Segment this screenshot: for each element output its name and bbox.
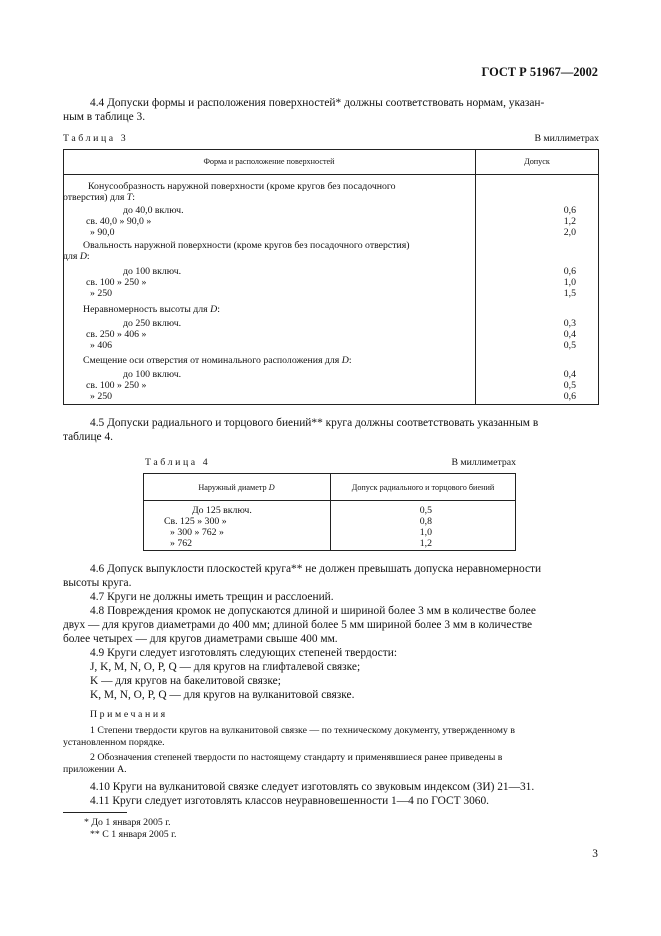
table-row-label: св. 100 » 250 » bbox=[86, 380, 147, 391]
section-4-4-line2: ным в таблице 3. bbox=[63, 111, 146, 123]
section-4-8-line2: двух — для кругов диаметрами до 400 мм; длиной более 5 мм шириной более 3 мм в количестве bbox=[63, 619, 533, 631]
table3-group2-title-cont: для D: bbox=[63, 251, 90, 262]
table4-col-tolerance: Допуск радиального и торцового биений bbox=[351, 483, 495, 492]
section-4-5-line2: таблице 4. bbox=[63, 431, 114, 443]
table-row-value: 1,0 bbox=[563, 277, 576, 288]
table-row-label: » 300 » 762 » bbox=[170, 527, 224, 538]
table-row-value: 0,4 bbox=[563, 329, 576, 340]
table-row-label: » 250 bbox=[90, 288, 113, 299]
footnote-separator bbox=[63, 812, 127, 813]
footnote: * До 1 января 2005 г. bbox=[84, 817, 171, 828]
table-row-value: 0,4 bbox=[563, 369, 576, 380]
section-4-8-line3: более четырех — для кругов диаметрами свыше 400 мм. bbox=[63, 633, 338, 645]
table-row-value: 0,8 bbox=[419, 516, 432, 527]
section-4-11: 4.11 Круги следует изготовлять классов неуравновешенности 1—4 по ГОСТ 3060. bbox=[90, 795, 489, 807]
table-row-label: св. 100 » 250 » bbox=[86, 277, 147, 288]
table3-caption: Таблица 3 bbox=[63, 133, 129, 144]
list-item: K, M, N, O, P, Q — для кругов на вулканитовой связке. bbox=[90, 689, 355, 701]
table-row-value: 0,5 bbox=[563, 340, 576, 351]
table-row-label: Св. 125 » 300 » bbox=[164, 516, 227, 527]
table-row-value: 0,6 bbox=[563, 266, 576, 277]
section-4-7: 4.7 Круги не должны иметь трещин и расслоений. bbox=[90, 591, 334, 603]
table-row-value: 0,6 bbox=[563, 205, 576, 216]
table4-caption: Таблица 4 bbox=[145, 457, 211, 468]
table-row-label: св. 250 » 406 » bbox=[86, 329, 147, 340]
page-number: 3 bbox=[592, 848, 598, 860]
table-row-label: до 40,0 включ. bbox=[123, 205, 184, 216]
table-row-value: 0,6 bbox=[563, 391, 576, 402]
table3-col-shape: Форма и расположение поверхностей bbox=[203, 157, 335, 166]
table3-group4-title: Смещение оси отверстия от номинального расположения для D: bbox=[83, 355, 352, 366]
section-4-9-intro: 4.9 Круги следует изготовлять следующих степеней твердости: bbox=[90, 647, 397, 659]
table-row-value: 0,5 bbox=[563, 380, 576, 391]
table3-units: В миллиметрах bbox=[534, 133, 599, 144]
table-row-label: до 100 включ. bbox=[123, 266, 182, 277]
list-item: K — для кругов на бакелитовой связке; bbox=[90, 675, 281, 687]
table-row-label: » 762 bbox=[170, 538, 193, 549]
table-row-value: 2,0 bbox=[563, 227, 576, 238]
table3-group3-title: Неравномерность высоты для D: bbox=[83, 304, 220, 315]
section-4-6-line1: 4.6 Допуск выпуклости плоскостей круга** не должен превышать допуска неравномерности bbox=[90, 563, 542, 575]
notes-title: Примечания bbox=[90, 709, 168, 720]
table3-group2-title: Овальность наружной поверхности (кроме кругов без посадочного отверстия) bbox=[83, 240, 410, 251]
table-row-label: до 100 включ. bbox=[123, 369, 182, 380]
table-row-value: 1,2 bbox=[419, 538, 432, 549]
footnote: ** С 1 января 2005 г. bbox=[90, 829, 177, 840]
table-row-label: » 250 bbox=[90, 391, 113, 402]
section-4-5-line1: 4.5 Допуски радиального и торцового биений** круга должны соответствовать указанным в bbox=[90, 417, 539, 429]
note-1-line2: установленном порядке. bbox=[63, 737, 165, 748]
list-item: J, K, M, N, O, P, Q — для кругов на глифталевой связке; bbox=[90, 661, 361, 673]
section-4-4-line1: 4.4 Допуски формы и расположения поверхностей* должны соответствовать нормам, указан- bbox=[90, 97, 545, 109]
note-1-line1: 1 Степени твердости кругов на вулканитовой связке — по техническому документу, утвержденному в bbox=[90, 725, 515, 736]
table-row-value: 0,5 bbox=[419, 505, 432, 516]
table-row-value: 1,5 bbox=[563, 288, 576, 299]
note-2-line2: приложении А. bbox=[63, 764, 127, 775]
standard-code: ГОСТ Р 51967—2002 bbox=[481, 65, 598, 79]
section-4-10: 4.10 Круги на вулканитовой связке следует изготовлять со звуковым индексом (ЗИ) 21—31. bbox=[90, 781, 535, 793]
table-row-value: 0,3 bbox=[563, 318, 576, 329]
table-row-label: » 90,0 bbox=[90, 227, 115, 238]
table3-group1-title-cont: отверстия) для Т: bbox=[63, 192, 135, 203]
table-row-label: до 250 включ. bbox=[123, 318, 182, 329]
note-2-line1: 2 Обозначения степеней твердости по настоящему стандарту и применявшиеся ранее приведены в bbox=[90, 752, 503, 763]
table-row-label: До 125 включ. bbox=[192, 505, 252, 516]
table-row-label: » 406 bbox=[90, 340, 113, 351]
table-row-value: 1,2 bbox=[563, 216, 576, 227]
table-row-label: св. 40,0 » 90,0 » bbox=[86, 216, 152, 227]
table-row-value: 1,0 bbox=[419, 527, 432, 538]
table3-col-tolerance: Допуск bbox=[524, 157, 550, 166]
section-4-8-line1: 4.8 Повреждения кромок не допускаются длиной и шириной более 3 мм в количестве более bbox=[90, 605, 536, 617]
section-4-6-line2: высоты круга. bbox=[63, 577, 132, 589]
table4-units: В миллиметрах bbox=[451, 457, 516, 468]
table4-col-diameter: Наружный диаметр D bbox=[198, 483, 275, 492]
table3-group1-title: Конусообразность наружной поверхности (кроме кругов без посадочного bbox=[88, 181, 396, 192]
